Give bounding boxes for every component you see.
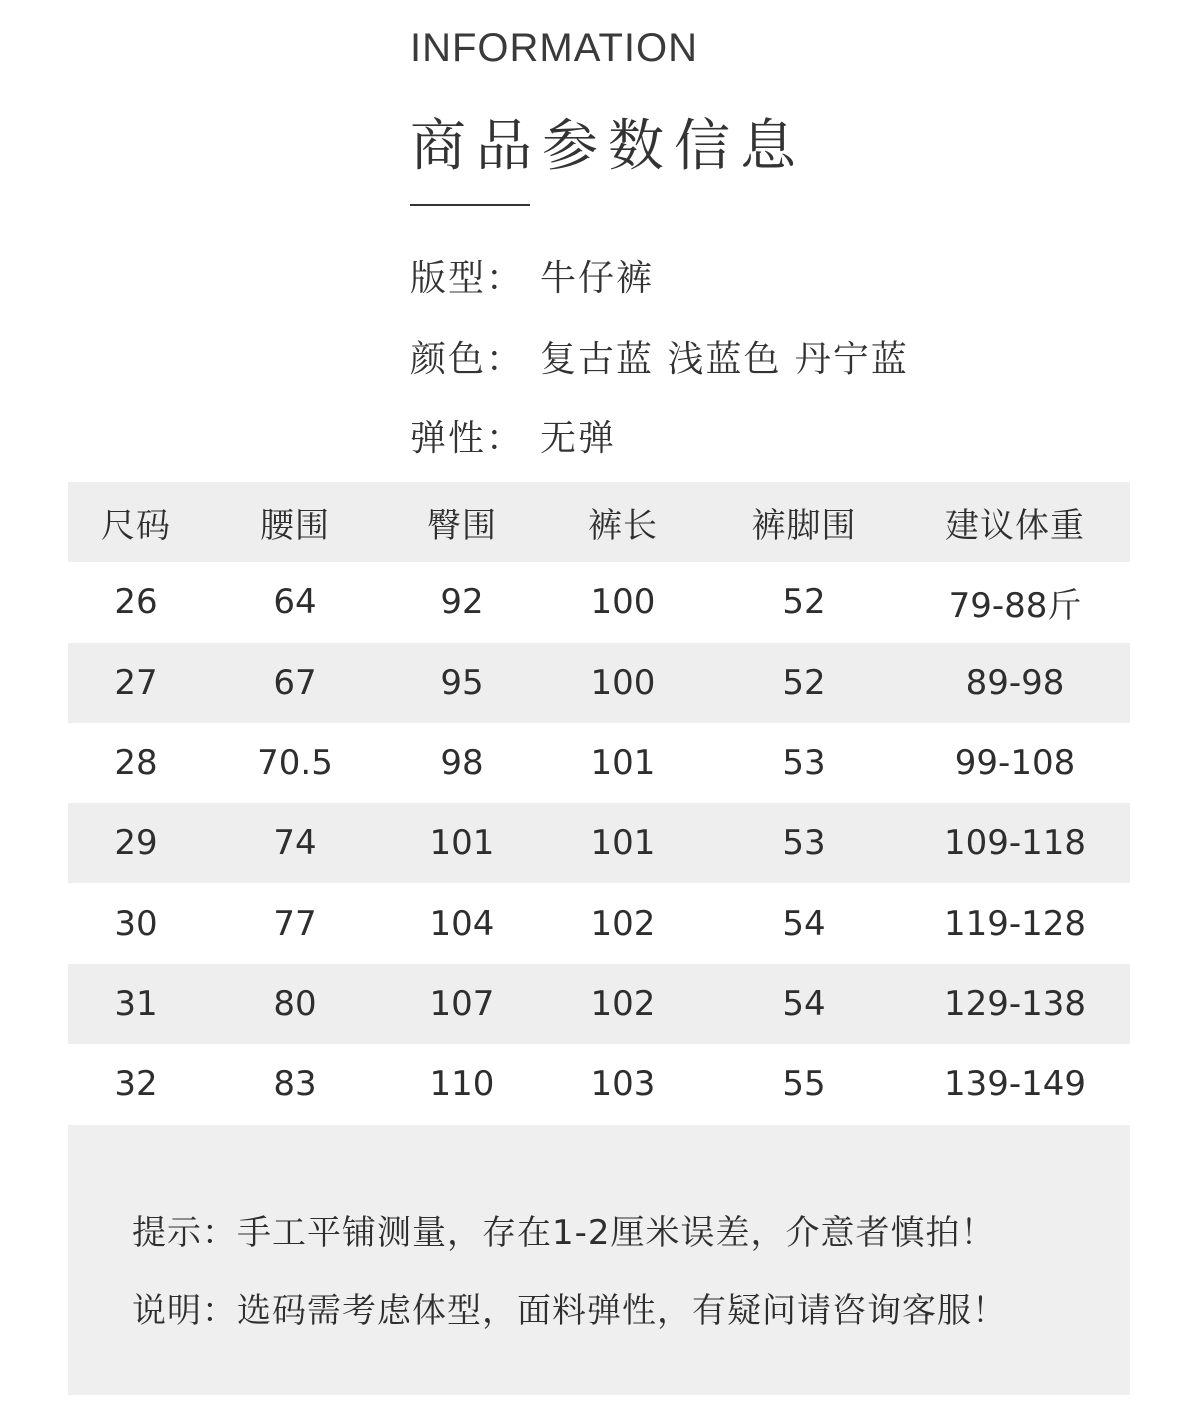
table-cell: 95	[440, 662, 484, 703]
table-cell: 55	[782, 1064, 826, 1105]
table-cell: 32	[114, 1064, 158, 1105]
table-cell: 77	[273, 903, 317, 944]
spec-elasticity-value: 无弹	[540, 418, 617, 459]
info-title-en: INFORMATION	[410, 26, 699, 70]
table-cell: 30	[114, 903, 158, 944]
table-cell: 99-108	[954, 743, 1076, 784]
table-row	[68, 643, 1130, 723]
table-cell: 102	[590, 903, 656, 944]
table-row	[68, 883, 1130, 963]
table-cell: 101	[590, 743, 656, 784]
table-cell: 53	[782, 823, 826, 864]
spec-elasticity	[410, 410, 616, 461]
spec-fit-label: 版型：	[410, 258, 525, 299]
table-cell: 101	[429, 823, 495, 864]
table-cell: 79-88斤	[948, 585, 1082, 626]
table-cell: 27	[114, 662, 158, 703]
table-cell: 92	[440, 582, 484, 623]
header-leg-opening: 裤脚围	[751, 505, 857, 546]
spec-color-value: 复古蓝 浅蓝色 丹宁蓝	[540, 339, 909, 380]
spec-elasticity-label: 弹性：	[410, 418, 525, 459]
table-cell: 83	[273, 1064, 317, 1105]
table-cell: 31	[114, 983, 158, 1024]
table-cell: 104	[429, 903, 495, 944]
table-cell: 26	[114, 582, 158, 623]
header-waist: 腰围	[260, 505, 330, 546]
table-cell: 74	[273, 823, 317, 864]
table-cell: 100	[590, 662, 656, 703]
table-cell: 139-149	[943, 1064, 1087, 1105]
table-row	[68, 562, 1130, 642]
table-cell: 80	[273, 983, 317, 1024]
header-size: 尺码	[101, 505, 171, 546]
notes-panel	[68, 1125, 1130, 1395]
table-cell: 28	[114, 743, 158, 784]
title-divider	[410, 204, 530, 206]
table-row	[68, 964, 1130, 1044]
note-explain: 说明：选码需考虑体型，面料弹性，有疑问请咨询客服！	[132, 1291, 1007, 1331]
table-cell: 54	[782, 983, 826, 1024]
table-cell: 119-128	[943, 903, 1087, 944]
table-cell: 52	[782, 662, 826, 703]
table-cell: 52	[782, 582, 826, 623]
table-cell: 54	[782, 903, 826, 944]
spec-fit-value: 牛仔裤	[540, 258, 655, 299]
spec-fit	[410, 250, 654, 301]
table-cell: 53	[782, 743, 826, 784]
table-cell: 100	[590, 582, 656, 623]
table-cell: 67	[273, 662, 317, 703]
header-weight: 建议体重	[945, 505, 1085, 546]
table-cell: 29	[114, 823, 158, 864]
table-cell: 110	[429, 1064, 495, 1105]
table-cell: 101	[590, 823, 656, 864]
table-row	[68, 803, 1130, 883]
table-cell: 98	[440, 743, 484, 784]
header-length: 裤长	[588, 505, 658, 546]
table-cell: 89-98	[965, 662, 1065, 703]
table-cell: 109-118	[943, 823, 1087, 864]
header-hip: 臀围	[427, 505, 497, 546]
info-title-cn: 商品参数信息	[410, 114, 806, 179]
table-cell: 103	[590, 1064, 656, 1105]
table-cell: 102	[590, 983, 656, 1024]
table-header-row	[68, 482, 1130, 562]
spec-color-label: 颜色：	[410, 339, 525, 380]
table-cell: 70.5	[257, 743, 333, 784]
table-cell: 129-138	[943, 983, 1087, 1024]
table-row	[68, 723, 1130, 803]
size-table	[68, 482, 1130, 1124]
table-cell: 64	[273, 582, 317, 623]
table-row	[68, 1044, 1130, 1124]
spec-color	[410, 331, 909, 382]
note-tip: 提示：手工平铺测量，存在1-2厘米误差，介意者慎拍！	[132, 1213, 996, 1253]
table-cell: 107	[429, 983, 495, 1024]
